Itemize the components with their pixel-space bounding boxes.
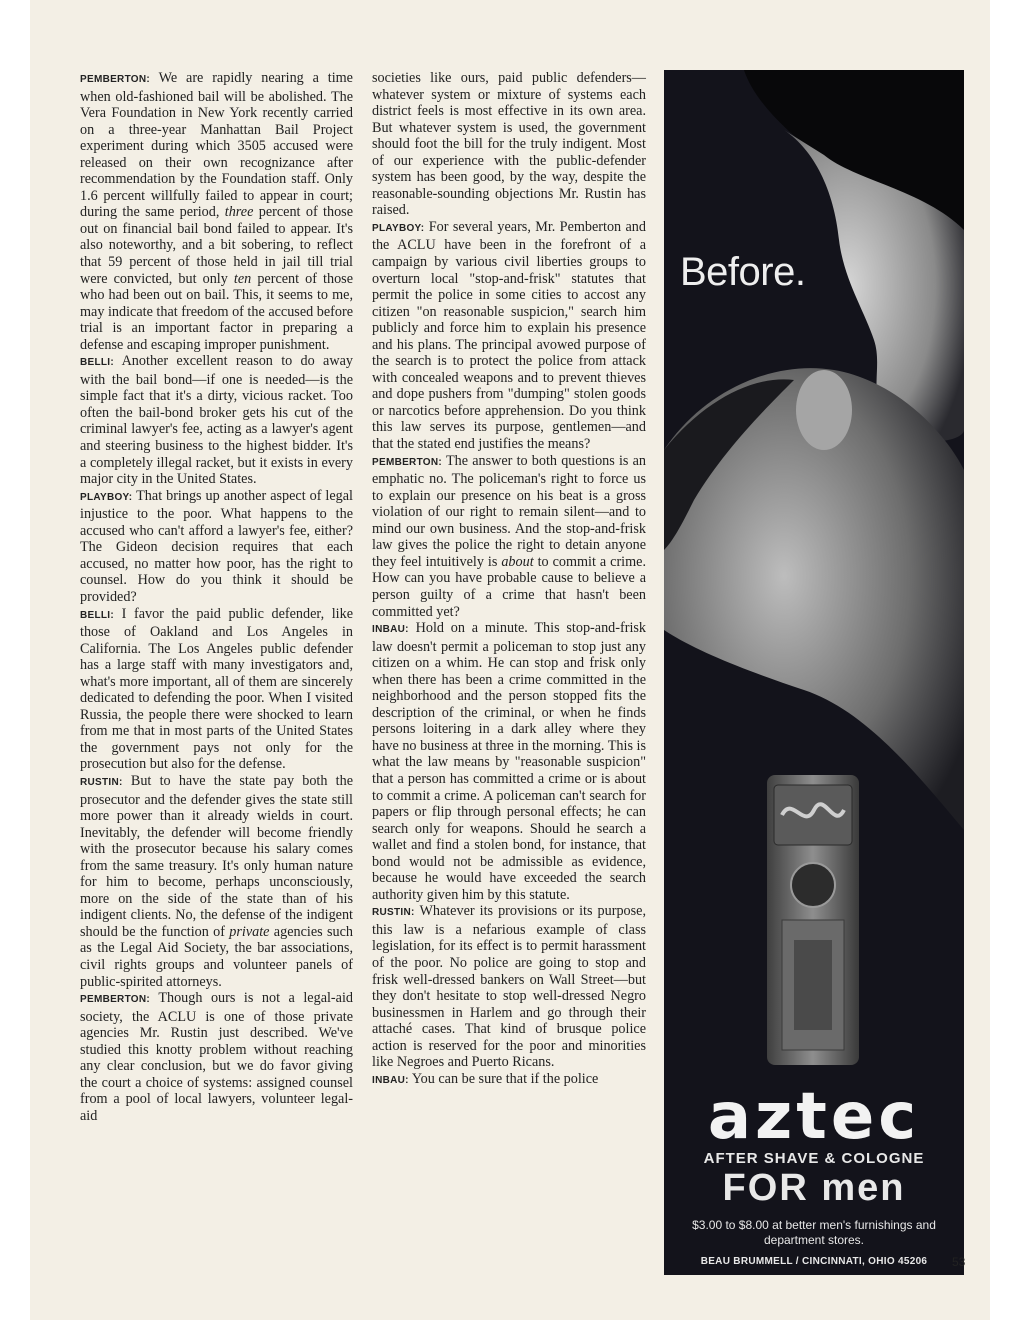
body-text: Hold on a minute. This stop-and-frisk law doesn't permit a policeman to stop just any citizen on a whim. He can stop and frisk only when there has been a crime committed in the neighborhood and the person stopped fits the description of the criminal, or when he finds persons loitering in a dark alley where they have no business at three in the morning. This is what the law means by "reasonable suspicion" that a person has committed a crime or is about to commit a crime. A policeman can't search for papers or flip through personal effects; he can search only for weapons. Should he search a wallet and find a stolen bond, for instance, that bond would not be admissible as evidence, because he would have exceeded the search authority given him by this statute. — [372, 620, 646, 903]
italic-text: three — [224, 204, 254, 221]
body-text: You can be sure that if the police — [411, 1070, 599, 1087]
body-text: The answer to both questions is an emphatic no. The policeman's right to force us to explain our presence on his beat is a gross violation of our right to remain silent—and to mind our own business. And the stop-and-frisk law gives the police the right to detain anyone they feel intuitively is — [372, 452, 647, 570]
product-line: AFTER SHAVE & COLOGNE — [703, 1150, 925, 1167]
speaker-label: INBAU: — [372, 1074, 409, 1086]
body-text: to commit a crime. How can you have probable cause to believe a person guilty of a crime that hasn't been committed yet? — [372, 553, 646, 620]
text-column-2 — [372, 70, 646, 1089]
magazine-page — [30, 0, 990, 1320]
body-text: But to have the state pay both the prosecutor and the defender gives the state still more power than it already wields in court. Inevitably, the defender will become friendly with the prosecutor because his salary comes from the same treasury. It's only human nature for him to become, perhaps unconsciously, more on the side of the state than of his indigent clients. No, the defense of the indigent should be the function of — [80, 772, 354, 940]
italic-text: about — [501, 553, 534, 570]
speaker-label: PLAYBOY: — [372, 222, 425, 234]
italic-text: ten — [233, 270, 252, 287]
paragraph — [80, 990, 353, 1124]
body-text: agencies such as the Legal Aid Society, the bar associations, civil rights groups and volunteer panels of public-spirited attorneys. — [80, 923, 353, 990]
paragraph — [372, 903, 646, 1070]
aztec-advertisement — [664, 70, 964, 1275]
paragraph — [80, 353, 353, 487]
body-text: Whatever its provisions or its purpose, this law is a nefarious example of class legislation, for its effect is to permit harassment of the poor. No police are going to stop and frisk well-dressed bankers on Wall Street—but they don't hesitate to stop well-dressed Negro businessmen in Harlem and go through their attaché cases. That kind of brusque police action is reserved for the poor and minorities like Negroes and Puerto Ricans. — [372, 903, 646, 1071]
page-number: 53 — [952, 1255, 966, 1269]
aftershave-bottle — [767, 775, 859, 1065]
body-text: For several years, Mr. Pemberton and the ACLU have been in the forefront of a campaign by various civil liberties groups to overturn local "stop-and-frisk" statutes that permit the police in some cities to accost any citizen "on reasonable suspicion," search him publicly and force him to explain his presence and his plans. The principal avowed purpose of the search is to protect the police from attack with concealed weapons and to prevent thieves and dope pushers from "dumping" stolen goods or narcotics before apprehension. Do you think this law serves its purpose, gentlemen—and that the stated end justifies the means? — [372, 218, 646, 453]
paragraph — [80, 606, 353, 773]
product-tagline: FOR men — [722, 1167, 906, 1209]
speaker-label: INBAU: — [372, 624, 409, 636]
ad-headline: Before. — [680, 250, 806, 294]
paragraph — [372, 453, 646, 620]
text-column-1 — [80, 70, 353, 1124]
body-text: Though ours is not a legal-aid society, the ACLU is one of those private agencies Mr. Rustin just described. We've studied this knotty problem without reaching any clear conclusion, but we do favor giving the court a choice of systems: assigned counsel from a pool of local lawyers, volunteer legal-aid — [80, 990, 353, 1124]
paragraph — [372, 70, 646, 219]
speaker-label: RUSTIN: — [372, 907, 415, 919]
speaker-label: BELLI: — [80, 357, 115, 369]
paragraph — [372, 620, 646, 903]
man-ear-shape — [796, 370, 852, 450]
speaker-label: PEMBERTON: — [372, 456, 443, 468]
paragraph — [372, 1071, 646, 1090]
speaker-label: PLAYBOY: — [80, 491, 133, 503]
body-text: Another excellent reason to do away with the bail bond—if one is needed—is the simple fact that it's a dirty, vicious racket. Too often the bail-bond broker gets his cut of the criminal lawyer's fee, acting as a lawyer's agent and steering business to the highest bidder. It's a completely illegal racket, but it exists in every major city in the United States. — [80, 353, 353, 488]
manufacturer-text: BEAU BRUMMELL / CINCINNATI, OHIO 45206 — [700, 1256, 928, 1267]
speaker-label: PEMBERTON: — [80, 994, 151, 1006]
paragraph — [80, 773, 353, 990]
body-text: That brings up another aspect of legal injustice to the poor. What happens to the accused who can't afford a lawyer's fee, either? The Gideon decision requires that each accused, no matter how poor, has the right to counsel. How do you think it should be provided? — [80, 487, 353, 605]
body-text: percent of those out on financial bail bond failed to appear. It's also noteworthy, and a bit sobering, to reflect that 59 percent of those held in jail till trial were convicted, but only — [80, 204, 353, 287]
brand-logo: aztec — [707, 1080, 921, 1154]
speaker-label: BELLI: — [80, 609, 115, 621]
paragraph — [372, 219, 646, 453]
paragraph — [80, 70, 353, 353]
body-text: societies like ours, paid public defenders—whatever system or mixture of systems each district feels is most effective in its own area. But whatever system is used, the government should foot the bill for the truly indigent. Most of our experience with the public-defender system has been good, by the way, despite the reasonable-sounding objections Mr. Rustin has raised. — [372, 70, 646, 219]
body-text: I favor the paid public defender, like those of Oakland and Los Angeles in California. The Los Angeles public defender has a large staff with many investigators and, what's more important, all of them are sincerely dedicated to defending the poor. When I visited Russia, the people there were shocked to learn from me that in most parts of the United States the government pays not only for the prosecution but also for the defense. — [80, 605, 353, 773]
price-text: $3.00 to $8.00 at better men's furnishings and department stores. — [692, 1218, 936, 1247]
speaker-label: PEMBERTON: — [80, 74, 151, 85]
paragraph — [80, 488, 353, 606]
body-text: We are rapidly nearing a time when old-fashioned bail will be abolished. The Vera Foundation in New York recently carried on a three-year Manhattan Bail Project experiment during which 3505 accused were released on their own recognizance after recommendation by the Foundation staff. Only 1.6 percent willfully failed to appear in court; during the same period, — [80, 70, 353, 221]
speaker-label: RUSTIN: — [80, 776, 123, 788]
body-text: percent of those who had been out on bail. This, it seems to me, may indicate that freedom of the accused before trial is an important factor in preparing a defense and escaping improper punishment. — [80, 270, 353, 353]
italic-text: private — [229, 923, 270, 940]
